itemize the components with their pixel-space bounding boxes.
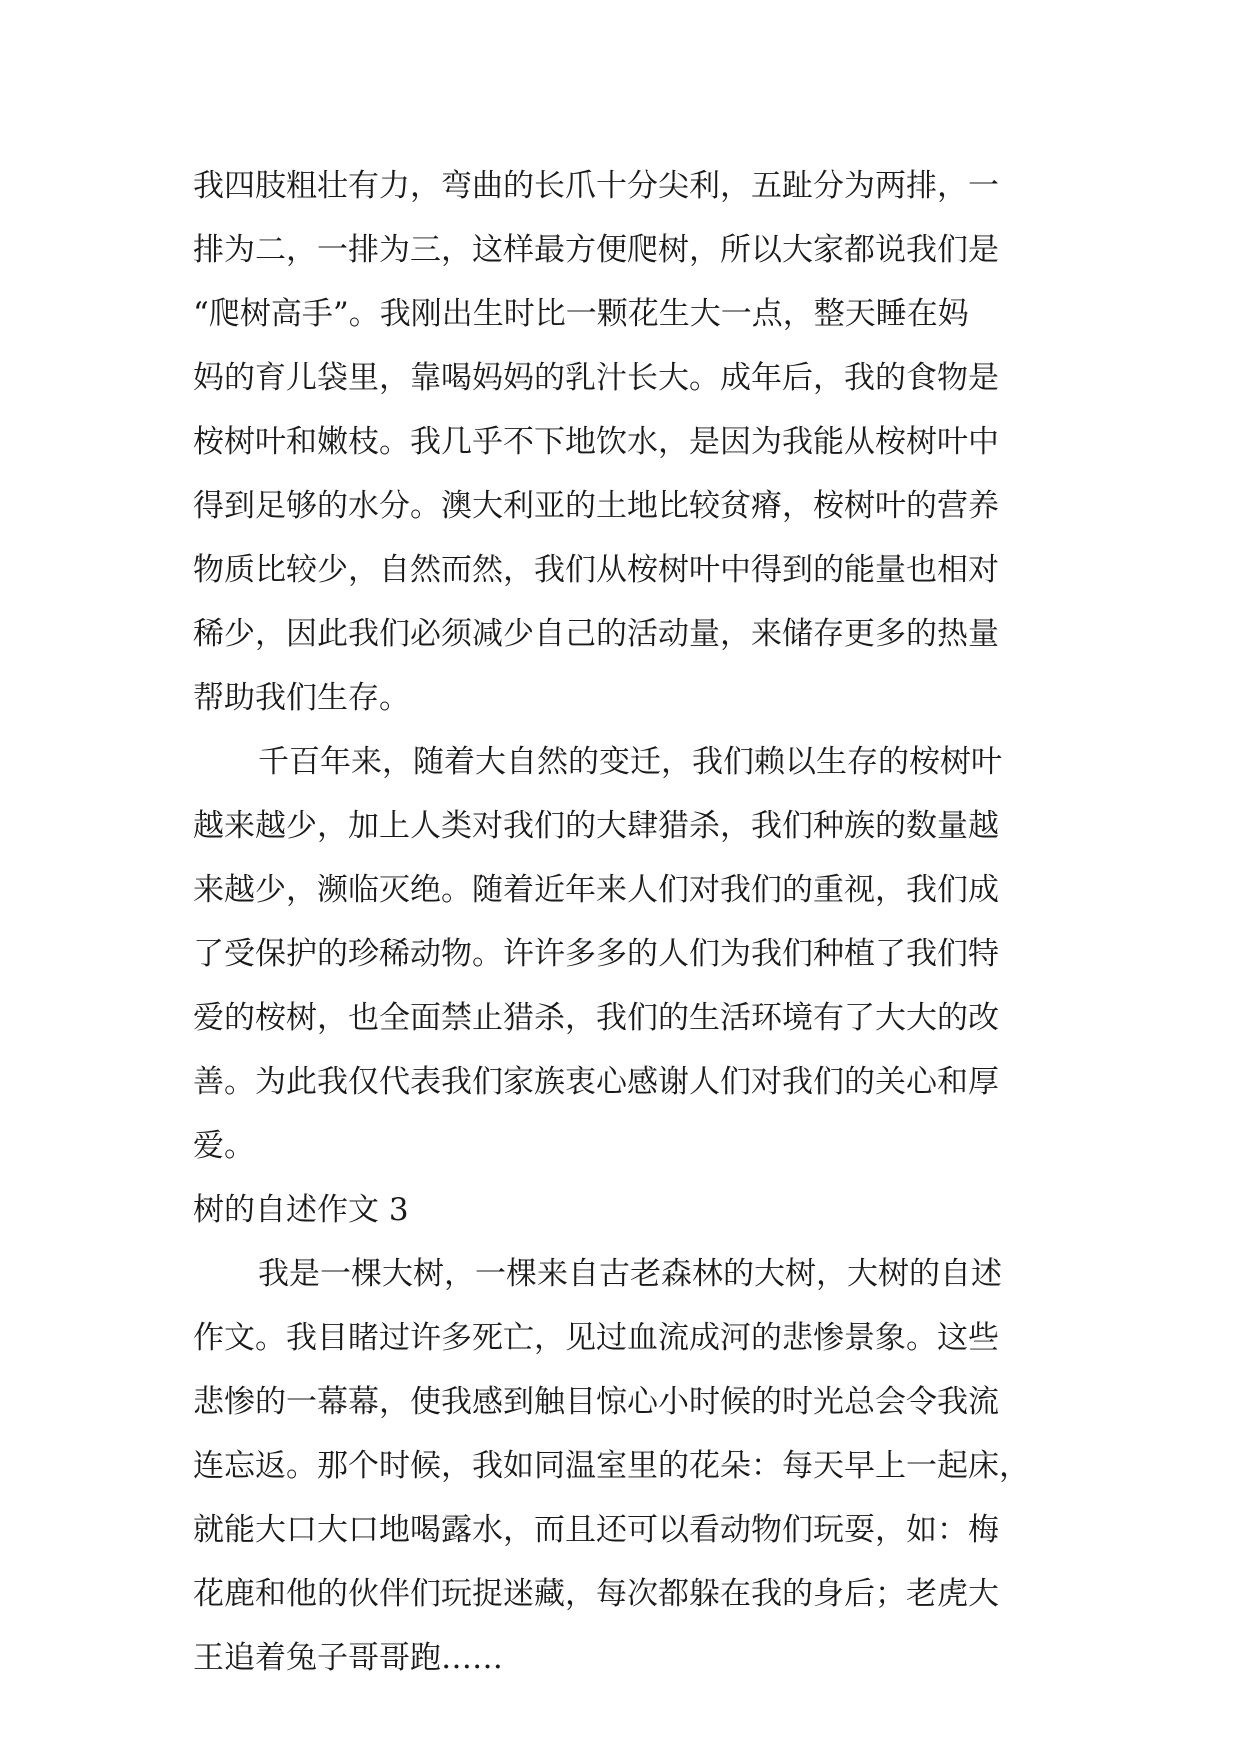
text-line: 爱。: [193, 1128, 255, 1164]
text-line: 作文。我目睹过许多死亡，见过血流成河的悲惨景象。这些: [193, 1320, 999, 1356]
text-line: 稀少，因此我们必须减少自己的活动量，来储存更多的热量: [193, 616, 999, 652]
text-line: 桉树叶和嫩枝。我几乎不下地饮水，是因为我能从桉树叶中: [193, 424, 999, 460]
text-line: 排为二，一排为三，这样最方便爬树，所以大家都说我们是: [193, 232, 999, 268]
text-line: 爱的桉树，也全面禁止猎杀，我们的生活环境有了大大的改: [193, 1000, 999, 1036]
text-line: 我是一棵大树，一棵来自古老森林的大树，大树的自述: [258, 1256, 1002, 1292]
text-line: 越来越少，加上人类对我们的大肆猎杀，我们种族的数量越: [193, 808, 999, 844]
text-line: 善。为此我仅代表我们家族衷心感谢人们对我们的关心和厚: [193, 1064, 999, 1100]
text-line: 花鹿和他的伙伴们玩捉迷藏，每次都躲在我的身后；老虎大: [193, 1576, 999, 1612]
text-line: “爬树高手”。我刚出生时比一颗花生大一点，整天睡在妈: [193, 296, 969, 332]
text-line: 千百年来，随着大自然的变迁，我们赖以生存的桉树叶: [258, 744, 1002, 780]
text-line: 就能大口大口地喝露水，而且还可以看动物们玩耍，如：梅: [193, 1512, 999, 1548]
text-line: 来越少，濒临灭绝。随着近年来人们对我们的重视，我们成: [193, 872, 999, 908]
text-line: 王追着兔子哥哥跑……: [193, 1640, 503, 1676]
text-line: 连忘返。那个时候，我如同温室里的花朵：每天早上一起床，: [193, 1448, 1030, 1484]
section-heading: 树的自述作文 3: [193, 1192, 409, 1228]
text-line: 悲惨的一幕幕，使我感到触目惊心小时候的时光总会令我流: [193, 1384, 999, 1420]
text-line: 物质比较少，自然而然，我们从桉树叶中得到的能量也相对: [193, 552, 999, 588]
text-line: 我四肢粗壮有力，弯曲的长爪十分尖利，五趾分为两排，一: [193, 168, 999, 204]
text-line: 得到足够的水分。澳大利亚的土地比较贫瘠，桉树叶的营养: [193, 488, 999, 524]
text-line: 帮助我们生存。: [193, 680, 410, 716]
text-line: 了受保护的珍稀动物。许许多多的人们为我们种植了我们特: [193, 936, 999, 972]
text-line: 妈的育儿袋里，靠喝妈妈的乳汁长大。成年后，我的食物是: [193, 360, 999, 396]
